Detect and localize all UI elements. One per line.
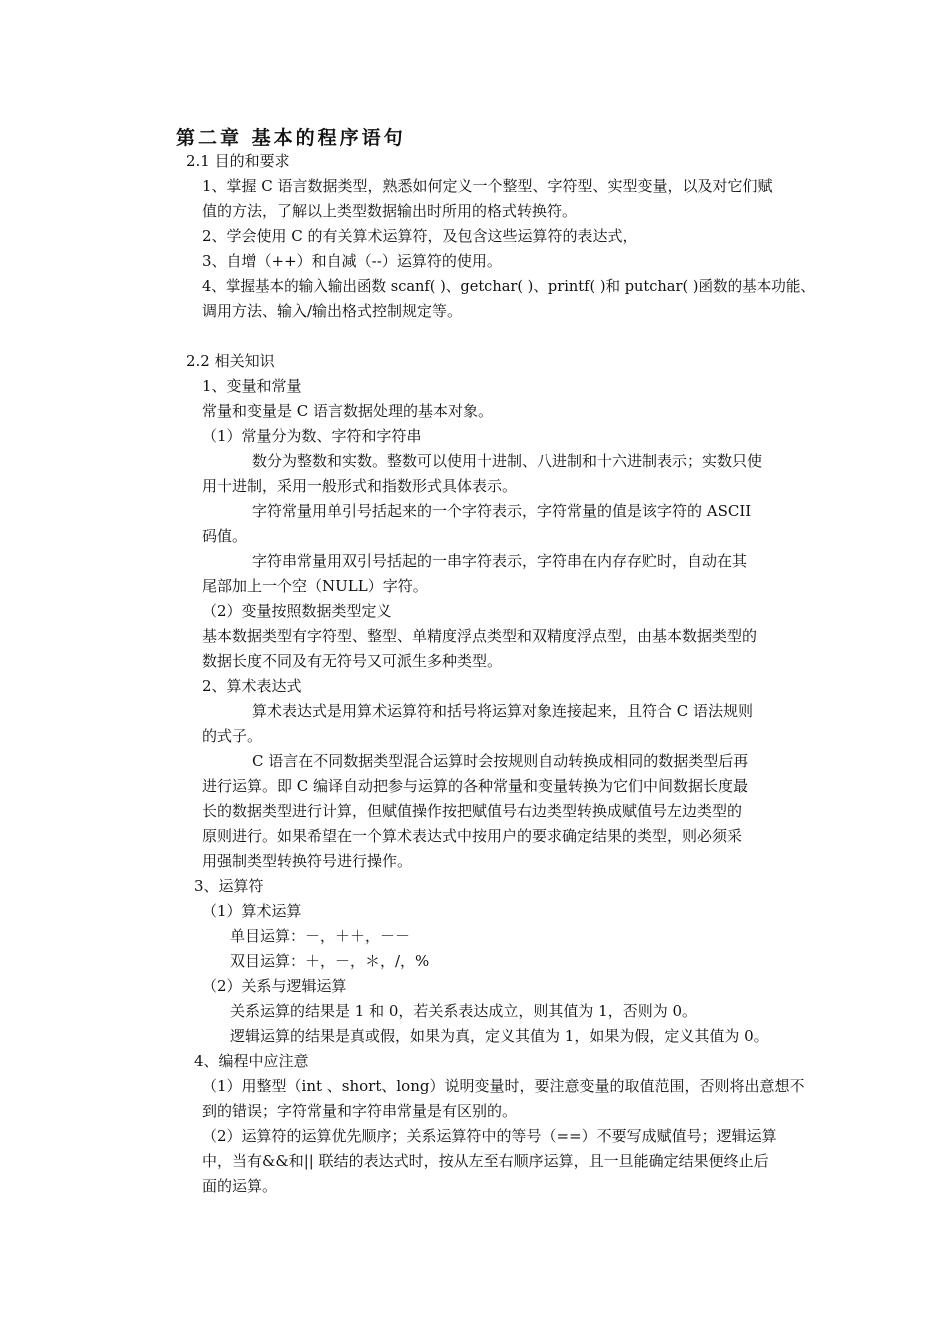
paragraph-continued: 长的数据类型进行计算，但赋值操作按把赋值号右边类型转换成赋值号左边类型的 [202, 802, 743, 820]
subsection-heading: 2、算术表达式 [202, 677, 302, 695]
list-item-continued: 值的方法，了解以上类型数据输出时所用的格式转换符。 [202, 202, 578, 220]
paragraph: 字符常量用单引号括起来的一个字符表示，字符常量的值是该字符的 ASCII [252, 502, 752, 520]
subsection-heading: 4、编程中应注意 [194, 1052, 309, 1070]
paragraph: （1）用整型（int 、short、long）说明变量时，要注意变量的取值范围，否则将出意想不 [202, 1077, 805, 1095]
paragraph: 基本数据类型有字符型、整型、单精度浮点类型和双精度浮点型，由基本数据类型的 [202, 627, 758, 645]
subsection-heading: 1、变量和常量 [202, 377, 302, 395]
sub-heading: （1）常量分为数、字符和字符串 [202, 427, 422, 445]
sub-heading: （2）关系与逻辑运算 [202, 977, 347, 995]
paragraph-continued: 数据长度不同及有无符号又可派生多种类型。 [202, 652, 503, 670]
paragraph-continued: 码值。 [202, 527, 248, 545]
list-item-continued: 调用方法、输入/输出格式控制规定等。 [202, 302, 463, 320]
paragraph-continued: 中，当有&&和|| 联结的表达式时，按从左至右顺序运算，且一旦能确定结果便终止后 [202, 1152, 769, 1170]
paragraph: C 语言在不同数据类型混合运算时会按规则自动转换成相同的数据类型后再 [252, 752, 749, 770]
paragraph-continued: 用强制类型转换符号进行操作。 [202, 852, 413, 870]
subsection-heading: 3、运算符 [194, 877, 264, 895]
chapter-title: 第二章 基本的程序语句 [176, 127, 406, 149]
list-item: 3、自增（++）和自减（--）运算符的使用。 [202, 252, 502, 270]
paragraph-continued: 面的运算。 [202, 1177, 278, 1195]
paragraph-continued: 进行运算。即 C 编译自动把参与运算的各种常量和变量转换为它们中间数据长度最 [202, 777, 749, 795]
operator-line: 单目运算：－，＋＋，－－ [230, 927, 411, 945]
paragraph: 数分为整数和实数。整数可以使用十进制、八进制和十六进制表示；实数只使 [252, 452, 763, 470]
sub-heading: （1）算术运算 [202, 902, 302, 920]
paragraph-continued: 的式子。 [202, 727, 263, 745]
paragraph-continued: 用十进制，采用一般形式和指数形式具体表示。 [202, 477, 518, 495]
section-heading-2-1: 2.1 目的和要求 [186, 152, 290, 170]
paragraph: 关系运算的结果是 1 和 0，若关系表达成立，则其值为 1，否则为 0。 [230, 1002, 698, 1020]
sub-heading: （2）变量按照数据类型定义 [202, 602, 392, 620]
operator-line: 双目运算：＋，－，＊，/，% [230, 952, 430, 970]
list-item: 2、学会使用 C 的有关算术运算符，及包含这些运算符的表达式， [202, 227, 638, 245]
paragraph-continued: 原则进行。如果希望在一个算术表达式中按用户的要求确定结果的类型，则必须采 [202, 827, 743, 845]
list-item: 1、掌握 C 语言数据类型，熟悉如何定义一个整型、字符型、实型变量，以及对它们赋 [202, 177, 773, 195]
paragraph: 算术表达式是用算术运算符和括号将运算对象连接起来，且符合 C 语法规则 [252, 702, 754, 720]
paragraph-continued: 到的错误；字符常量和字符串常量是有区别的。 [202, 1102, 518, 1120]
paragraph-continued: 尾部加上一个空（NULL）字符。 [202, 577, 428, 595]
paragraph: 逻辑运算的结果是真或假，如果为真，定义其值为 1，如果为假，定义其值为 0。 [230, 1027, 769, 1045]
list-item: 4、掌握基本的输入输出函数 scanf( )、getchar( )、printf( )和 putchar( )函数的基本功能、 [202, 277, 816, 295]
section-heading-2-2: 2.2 相关知识 [186, 352, 275, 370]
paragraph: 字符串常量用双引号括起的一串字符表示，字符串在内存存贮时，自动在其 [252, 552, 748, 570]
paragraph: 常量和变量是 C 语言数据处理的基本对象。 [202, 402, 494, 420]
paragraph: （2）运算符的运算优先顺序；关系运算符中的等号（==）不要写成赋值号；逻辑运算 [202, 1127, 777, 1145]
